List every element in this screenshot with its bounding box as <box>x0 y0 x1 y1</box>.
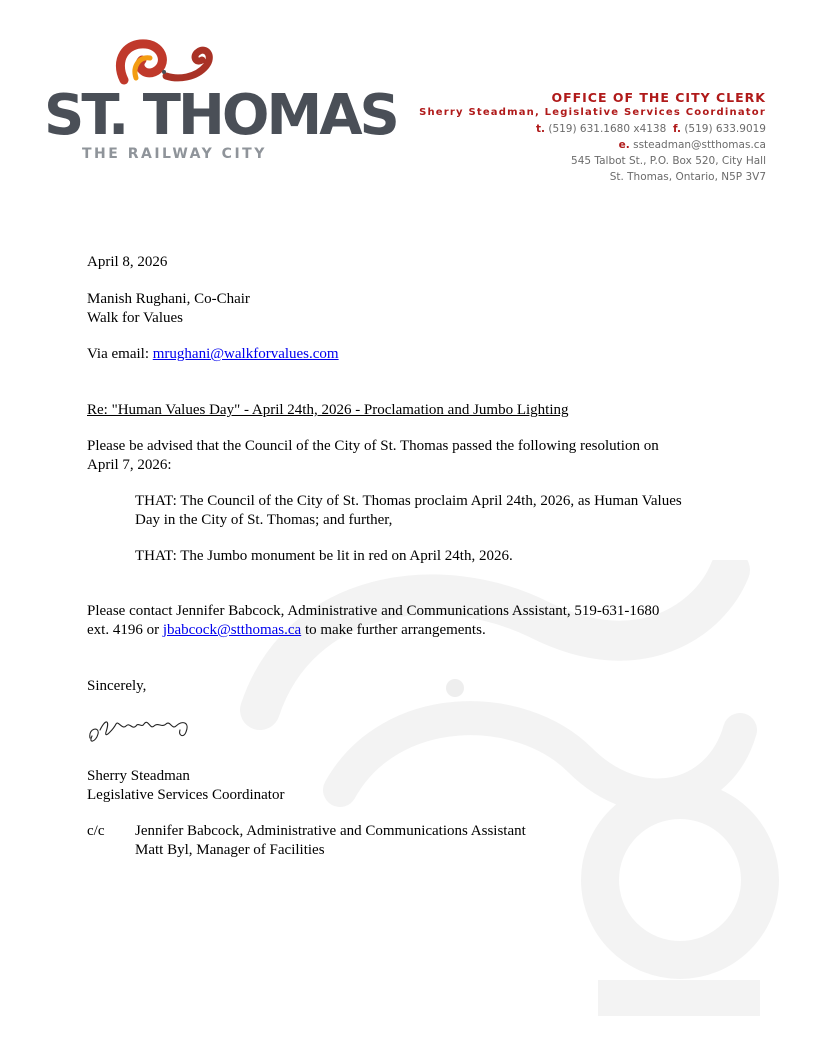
fax-number: (519) 633.9019 <box>684 123 766 135</box>
recipient-name: Manish Rughani, Co-Chair <box>87 291 250 307</box>
recipient-org: Walk for Values <box>87 310 183 326</box>
address-line-2: St. Thomas, Ontario, N5P 3V7 <box>609 171 766 183</box>
city-logo <box>44 38 397 168</box>
phone-number: (519) 631.1680 x4138 <box>548 123 667 135</box>
coordinator-line: Sherry Steadman, Legislative Services Coordinator <box>419 107 766 118</box>
resolution-1-line-1: THAT: The Council of the City of St. Thomas proclaim April 24th, 2026, as Human Values <box>135 493 682 509</box>
subject-line: Re: "Human Values Day" - April 24th, 2026 - Proclamation and Jumbo Lighting <box>87 402 569 418</box>
contact-line-2 <box>87 621 486 640</box>
resolution-2: THAT: The Jumbo monument be lit in red on April 24th, 2026. <box>135 548 513 564</box>
fax-label: f. <box>672 123 681 135</box>
via-email-line <box>87 345 339 364</box>
intro-line-1: Please be advised that the Council of the City of St. Thomas passed the following resolution on <box>87 438 659 454</box>
signature-image <box>86 708 196 748</box>
contact-line-1: Please contact Jennifer Babcock, Administrative and Communications Assistant, 519-631-1680 <box>87 603 660 619</box>
closing: Sincerely, <box>87 678 147 694</box>
signer-name: Sherry Steadman <box>87 768 190 784</box>
phone-label: t. <box>535 123 545 135</box>
via-label: Via email: <box>87 346 153 362</box>
logo-swirl-icon <box>106 38 216 88</box>
intro-line-2: April 7, 2026: <box>87 457 172 473</box>
letter-date: April 8, 2026 <box>87 254 168 270</box>
recipient-email-link[interactable]: mrughani@walkforvalues.com <box>152 346 339 362</box>
cc-item: Jennifer Babcock, Administrative and Communications Assistant <box>135 823 526 839</box>
contact-prefix: ext. 4196 or <box>87 622 163 638</box>
signer-title: Legislative Services Coordinator <box>87 787 285 803</box>
contact-suffix: to make further arrangements. <box>301 622 486 638</box>
cc-item: Matt Byl, Manager of Facilities <box>135 842 325 858</box>
logo-city-name: ST. THOMAS <box>44 83 397 148</box>
cc-label: c/c <box>87 823 105 839</box>
office-email: ssteadman@stthomas.ca <box>633 139 766 151</box>
contact-email-link[interactable]: jbabcock@stthomas.ca <box>162 622 302 638</box>
office-title: OFFICE OF THE CITY CLERK <box>551 90 766 105</box>
phone-fax-line <box>419 121 766 137</box>
email-line <box>419 137 766 153</box>
address-line-1: 545 Talbot St., P.O. Box 520, City Hall <box>571 155 766 167</box>
office-contact-block <box>419 90 766 185</box>
resolution-1-line-2: Day in the City of St. Thomas; and further, <box>135 512 393 528</box>
logo-tagline: THE RAILWAY CITY <box>82 146 267 162</box>
email-label: e. <box>618 139 630 151</box>
